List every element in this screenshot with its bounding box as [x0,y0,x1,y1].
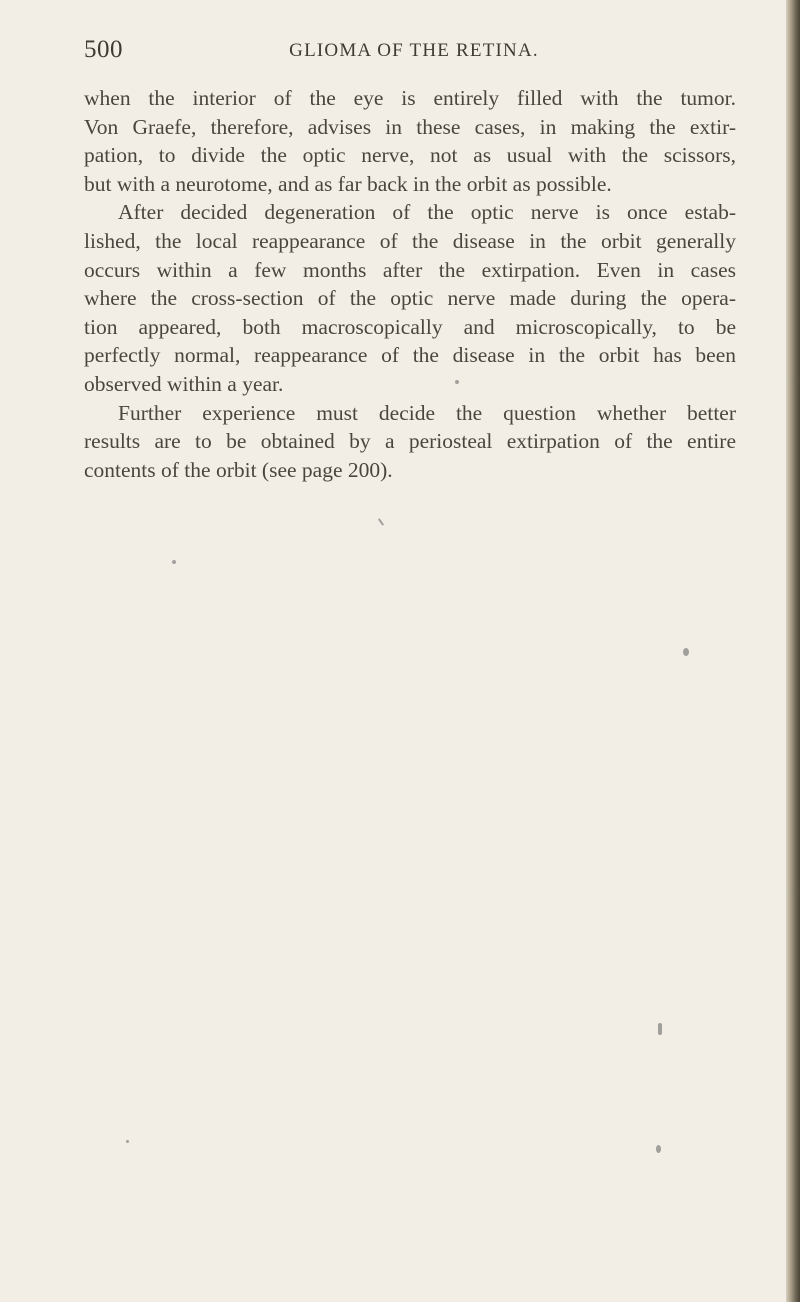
paper-speck [172,560,176,564]
page-number: 500 [84,36,123,63]
body-text [84,84,736,484]
paper-speck [455,380,459,384]
paper-speck [378,518,384,526]
paper-speck [126,1140,129,1143]
paragraph-3 [84,399,736,485]
text-line: but with a neurotome, and as far back in the orbit as possible. [84,171,612,196]
running-head: GLIOMA OF THE RETINA. [289,40,539,61]
text-line: Further experience must decide the question whether better [118,400,736,425]
page-header [84,36,744,76]
paragraph-2 [84,198,736,398]
text-line: observed within a year. [84,371,284,396]
binding-edge [786,0,800,1302]
text-line: results are to be obtained by a periosteal extirpation of the entire [84,429,736,454]
text-line: contents of the orbit (see page 200). [84,457,393,482]
text-line: tion appeared, both macroscopically and microscopically, to be [84,314,736,339]
text-line: Von Graefe, therefore, advises in these cases, in making the extir- [84,114,736,139]
text-line: where the cross-section of the optic nerve made during the opera- [84,286,736,311]
text-line: After decided degeneration of the optic nerve is once estab- [118,200,736,225]
paragraph-1 [84,84,736,198]
text-line: perfectly normal, reappearance of the disease in the orbit has been [84,343,736,368]
text-line: lished, the local reappearance of the disease in the orbit generally [84,228,736,253]
paper-speck [656,1145,661,1153]
text-line: when the interior of the eye is entirely filled with the tumor. [84,86,736,110]
paper-speck [683,648,689,656]
paper-speck [658,1023,662,1035]
text-line: pation, to divide the optic nerve, not as usual with the scissors, [84,143,736,168]
text-line: occurs within a few months after the extirpation. Even in cases [84,257,736,282]
